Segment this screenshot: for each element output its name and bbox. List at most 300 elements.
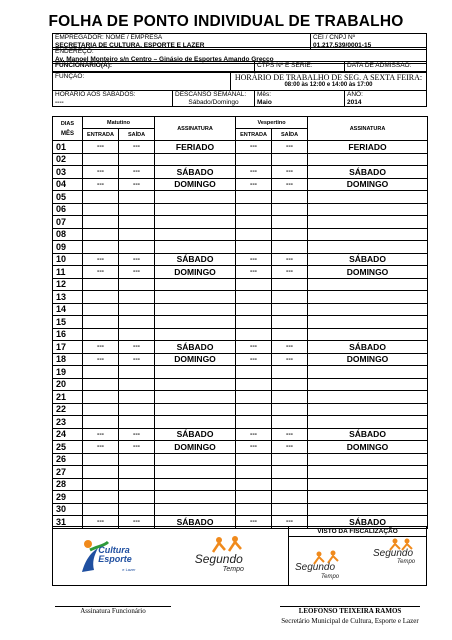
- matutino-saida-cell[interactable]: [119, 241, 155, 254]
- assinatura-vespertino-cell[interactable]: [308, 316, 428, 329]
- vespertino-entrada-cell[interactable]: ---: [236, 178, 272, 191]
- matutino-entrada-cell[interactable]: [83, 241, 119, 254]
- segundo-tempo-figures-icon: [193, 534, 263, 554]
- matutino-saida-cell[interactable]: [119, 453, 155, 466]
- matutino-saida-cell[interactable]: [119, 378, 155, 391]
- table-row: [53, 403, 428, 416]
- matutino-entrada-cell[interactable]: ---: [83, 178, 119, 191]
- assinatura-matutino-cell[interactable]: SÁBADO: [155, 516, 236, 529]
- matutino-entrada-cell[interactable]: [83, 228, 119, 241]
- assinatura-matutino-cell[interactable]: SÁBADO: [155, 166, 236, 179]
- assinatura-vespertino-cell[interactable]: [308, 503, 428, 516]
- tempo-text-1: Tempo: [222, 566, 244, 573]
- mes-label: Mês:: [257, 91, 272, 98]
- matutino-saida-cell[interactable]: [119, 278, 155, 291]
- header-row-funcionario: [52, 61, 427, 72]
- vespertino-saida-cell[interactable]: [272, 328, 308, 341]
- matutino-entrada-cell[interactable]: ---: [83, 266, 119, 279]
- segundo-text-2: Segundo: [295, 562, 336, 573]
- empregador-value: SECRETARIA DE CULTURA, ESPORTE E LAZER: [55, 41, 205, 49]
- assinatura-vespertino-cell[interactable]: [308, 153, 428, 166]
- endereco-label: ENDEREÇO:: [55, 48, 94, 55]
- matutino-saida-cell[interactable]: [119, 416, 155, 429]
- day-cell: 02: [53, 153, 83, 166]
- assinatura-vespertino-cell[interactable]: [308, 378, 428, 391]
- entrada-header-1: ENTRADA: [83, 129, 119, 141]
- vespertino-entrada-cell[interactable]: ---: [236, 166, 272, 179]
- vespertino-saida-cell[interactable]: [272, 291, 308, 304]
- header-row-funcao: [52, 72, 427, 91]
- timesheet-table: [52, 116, 428, 529]
- matutino-entrada-cell[interactable]: [83, 403, 119, 416]
- matutino-saida-cell[interactable]: [119, 191, 155, 204]
- table-row: [53, 216, 428, 229]
- assinatura-vespertino-cell[interactable]: SÁBADO: [308, 516, 428, 529]
- vespertino-saida-cell[interactable]: ---: [272, 166, 308, 179]
- vespertino-saida-cell[interactable]: ---: [272, 266, 308, 279]
- matutino-entrada-cell[interactable]: ---: [83, 141, 119, 154]
- matutino-entrada-cell[interactable]: [83, 503, 119, 516]
- table-row: [53, 503, 428, 516]
- day-cell: 28: [53, 478, 83, 491]
- day-cell: 19: [53, 366, 83, 379]
- assinatura-matutino-cell[interactable]: [155, 316, 236, 329]
- table-row: [53, 453, 428, 466]
- vespertino-entrada-cell[interactable]: ---: [236, 266, 272, 279]
- mes-cell: [255, 91, 345, 107]
- segundo-tempo-logo-3: [373, 537, 429, 571]
- day-cell: 20: [53, 378, 83, 391]
- table-row: [53, 191, 428, 204]
- vespertino-entrada-cell[interactable]: ---: [236, 428, 272, 441]
- day-cell: 01: [53, 141, 83, 154]
- assinatura-vespertino-cell[interactable]: [308, 203, 428, 216]
- table-row: [53, 391, 428, 404]
- assinatura-vespertino-cell[interactable]: [308, 216, 428, 229]
- visto-cell: [289, 527, 427, 586]
- tempo-text-2: Tempo: [321, 574, 340, 580]
- vespertino-saida-cell[interactable]: ---: [272, 141, 308, 154]
- empregador-label: EMPREGADOR: NOME / EMPRESA: [55, 34, 163, 41]
- bottom-section: [52, 526, 427, 586]
- vespertino-saida-cell[interactable]: ---: [272, 516, 308, 529]
- day-cell: 06: [53, 203, 83, 216]
- matutino-entrada-cell[interactable]: [83, 366, 119, 379]
- matutino-saida-cell[interactable]: [119, 491, 155, 504]
- matutino-saida-cell[interactable]: [119, 478, 155, 491]
- assinatura-vespertino-cell[interactable]: [308, 391, 428, 404]
- vespertino-entrada-cell[interactable]: [236, 278, 272, 291]
- matutino-saida-cell[interactable]: [119, 403, 155, 416]
- vespertino-saida-cell[interactable]: [272, 478, 308, 491]
- matutino-entrada-cell[interactable]: [83, 453, 119, 466]
- matutino-saida-cell[interactable]: ---: [119, 341, 155, 354]
- day-cell: 10: [53, 253, 83, 266]
- sabados-value: ----: [55, 98, 64, 106]
- assinatura-matutino-cell[interactable]: SÁBADO: [155, 341, 236, 354]
- day-cell: 12: [53, 278, 83, 291]
- ano-cell: [345, 91, 427, 107]
- assinatura-matutino-cell[interactable]: [155, 241, 236, 254]
- matutino-entrada-cell[interactable]: [83, 278, 119, 291]
- matutino-entrada-cell[interactable]: [83, 416, 119, 429]
- matutino-saida-cell[interactable]: [119, 391, 155, 404]
- assinatura-matutino-cell[interactable]: DOMINGO: [155, 266, 236, 279]
- matutino-entrada-cell[interactable]: [83, 216, 119, 229]
- table-row: [53, 491, 428, 504]
- day-cell: 22: [53, 403, 83, 416]
- vespertino-saida-cell[interactable]: [272, 153, 308, 166]
- assinatura-header-2: ASSINATURA: [308, 117, 428, 141]
- assinatura-matutino-cell[interactable]: [155, 391, 236, 404]
- matutino-saida-cell[interactable]: ---: [119, 141, 155, 154]
- entrada-header-2: ENTRADA: [236, 129, 272, 141]
- vespertino-saida-cell[interactable]: [272, 203, 308, 216]
- assinatura-vespertino-cell[interactable]: FERIADO: [308, 141, 428, 154]
- table-row: [53, 153, 428, 166]
- matutino-entrada-cell[interactable]: [83, 378, 119, 391]
- assinatura-vespertino-cell[interactable]: [308, 403, 428, 416]
- visto-fiscalizacao-label: VISTO DA FISCALIZAÇÃO: [289, 527, 426, 537]
- day-cell: 09: [53, 241, 83, 254]
- assinatura-vespertino-cell[interactable]: [308, 416, 428, 429]
- assinatura-matutino-cell[interactable]: FERIADO: [155, 141, 236, 154]
- assinatura-vespertino-cell[interactable]: [308, 478, 428, 491]
- vespertino-saida-cell[interactable]: [272, 416, 308, 429]
- table-row: [53, 441, 428, 454]
- table-row: [53, 316, 428, 329]
- matutino-saida-cell[interactable]: [119, 316, 155, 329]
- day-cell: 14: [53, 303, 83, 316]
- assinatura-matutino-cell[interactable]: DOMINGO: [155, 178, 236, 191]
- saida-header-1: SAÍDA: [119, 129, 155, 141]
- vespertino-saida-cell[interactable]: ---: [272, 428, 308, 441]
- saida-header-2: SAÍDA: [272, 129, 308, 141]
- day-cell: 15: [53, 316, 83, 329]
- assinatura-matutino-cell[interactable]: SÁBADO: [155, 428, 236, 441]
- vespertino-entrada-cell[interactable]: [236, 216, 272, 229]
- assinatura-vespertino-cell[interactable]: SÁBADO: [308, 341, 428, 354]
- matutino-saida-cell[interactable]: [119, 328, 155, 341]
- vespertino-saida-cell[interactable]: [272, 216, 308, 229]
- secretary-role: Secretário Municipal de Cultura, Esporte e Lazer: [281, 617, 419, 625]
- horario-cell: [231, 73, 427, 91]
- assinatura-matutino-cell[interactable]: [155, 478, 236, 491]
- matutino-saida-cell[interactable]: ---: [119, 166, 155, 179]
- matutino-entrada-cell[interactable]: ---: [83, 516, 119, 529]
- vespertino-saida-cell[interactable]: [272, 466, 308, 479]
- vespertino-entrada-cell[interactable]: ---: [236, 353, 272, 366]
- day-cell: 31: [53, 516, 83, 529]
- matutino-header: Matutino: [83, 117, 155, 129]
- vespertino-saida-cell[interactable]: [272, 191, 308, 204]
- matutino-saida-cell[interactable]: [119, 203, 155, 216]
- matutino-saida-cell[interactable]: ---: [119, 253, 155, 266]
- matutino-saida-cell[interactable]: ---: [119, 266, 155, 279]
- assinatura-vespertino-cell[interactable]: SÁBADO: [308, 166, 428, 179]
- matutino-saida-cell[interactable]: [119, 228, 155, 241]
- vespertino-entrada-cell[interactable]: [236, 478, 272, 491]
- matutino-entrada-cell[interactable]: ---: [83, 166, 119, 179]
- vespertino-entrada-cell[interactable]: [236, 466, 272, 479]
- assinatura-matutino-cell[interactable]: [155, 153, 236, 166]
- assinatura-matutino-cell[interactable]: [155, 503, 236, 516]
- table-row: [53, 328, 428, 341]
- matutino-saida-cell[interactable]: [119, 303, 155, 316]
- assinatura-vespertino-cell[interactable]: [308, 228, 428, 241]
- page-title: FOLHA DE PONTO INDIVIDUAL DE TRABALHO: [48, 13, 404, 30]
- vespertino-saida-cell[interactable]: [272, 228, 308, 241]
- matutino-saida-cell[interactable]: [119, 291, 155, 304]
- vespertino-entrada-cell[interactable]: [236, 403, 272, 416]
- vespertino-entrada-cell[interactable]: [236, 203, 272, 216]
- vespertino-entrada-cell[interactable]: [236, 503, 272, 516]
- vespertino-entrada-cell[interactable]: [236, 328, 272, 341]
- table-row: [53, 303, 428, 316]
- assinatura-matutino-cell[interactable]: [155, 228, 236, 241]
- table-row: [53, 178, 428, 191]
- assinatura-matutino-cell[interactable]: [155, 203, 236, 216]
- assinatura-matutino-cell[interactable]: [155, 191, 236, 204]
- assinatura-vespertino-cell[interactable]: [308, 291, 428, 304]
- matutino-entrada-cell[interactable]: [83, 478, 119, 491]
- table-row: [53, 203, 428, 216]
- assinatura-vespertino-cell[interactable]: [308, 491, 428, 504]
- day-cell: 04: [53, 178, 83, 191]
- header-row-sabados: [52, 90, 427, 107]
- segundo-tempo-logo-2: [295, 549, 357, 585]
- vespertino-header: Vespertino: [236, 117, 308, 129]
- segundo-tempo-logo-1: [193, 534, 263, 578]
- day-cell: 24: [53, 428, 83, 441]
- day-cell: 03: [53, 166, 83, 179]
- assinatura-vespertino-cell[interactable]: [308, 366, 428, 379]
- vespertino-saida-cell[interactable]: ---: [272, 253, 308, 266]
- mes-header-label: MÊS: [60, 130, 74, 137]
- matutino-saida-cell[interactable]: ---: [119, 353, 155, 366]
- horario-value: 08:00 às 12:00 e 14:00 às 17:00: [284, 82, 373, 88]
- matutino-saida-cell[interactable]: ---: [119, 428, 155, 441]
- vespertino-entrada-cell[interactable]: [236, 291, 272, 304]
- table-row: [53, 266, 428, 279]
- matutino-entrada-cell[interactable]: [83, 491, 119, 504]
- assinatura-matutino-cell[interactable]: [155, 303, 236, 316]
- vespertino-saida-cell[interactable]: ---: [272, 441, 308, 454]
- assinatura-vespertino-cell[interactable]: DOMINGO: [308, 178, 428, 191]
- matutino-saida-cell[interactable]: ---: [119, 441, 155, 454]
- assinatura-matutino-cell[interactable]: [155, 278, 236, 291]
- segundo-text-1: Segundo: [194, 552, 243, 566]
- matutino-entrada-cell[interactable]: [83, 191, 119, 204]
- day-cell: 27: [53, 466, 83, 479]
- vespertino-saida-cell[interactable]: [272, 241, 308, 254]
- matutino-entrada-cell[interactable]: ---: [83, 253, 119, 266]
- assinatura-matutino-cell[interactable]: [155, 291, 236, 304]
- vespertino-entrada-cell[interactable]: [236, 241, 272, 254]
- matutino-entrada-cell[interactable]: ---: [83, 441, 119, 454]
- segundo-text-3: Segundo: [373, 548, 414, 559]
- assinatura-vespertino-cell[interactable]: [308, 191, 428, 204]
- table-row: [53, 478, 428, 491]
- vespertino-entrada-cell[interactable]: ---: [236, 141, 272, 154]
- assinatura-matutino-cell[interactable]: [155, 378, 236, 391]
- matutino-entrada-cell[interactable]: [83, 316, 119, 329]
- vespertino-saida-cell[interactable]: [272, 278, 308, 291]
- assinatura-vespertino-cell[interactable]: [308, 303, 428, 316]
- vespertino-entrada-cell[interactable]: [236, 366, 272, 379]
- matutino-entrada-cell[interactable]: [83, 291, 119, 304]
- vespertino-entrada-cell[interactable]: [236, 303, 272, 316]
- vespertino-entrada-cell[interactable]: [236, 228, 272, 241]
- day-cell: 25: [53, 441, 83, 454]
- matutino-entrada-cell[interactable]: [83, 328, 119, 341]
- assinatura-matutino-cell[interactable]: [155, 453, 236, 466]
- funcao-field[interactable]: FUNÇÃO:: [53, 73, 231, 91]
- assinatura-matutino-cell[interactable]: SÁBADO: [155, 253, 236, 266]
- vespertino-entrada-cell[interactable]: [236, 191, 272, 204]
- table-row: [53, 353, 428, 366]
- endereco-value: Av. Manoel Monteiro s/n Centro – Ginásio de Esportes Amando Grecco: [55, 55, 274, 63]
- vespertino-saida-cell[interactable]: [272, 378, 308, 391]
- vespertino-entrada-cell[interactable]: [236, 416, 272, 429]
- vespertino-saida-cell[interactable]: [272, 391, 308, 404]
- day-cell: 26: [53, 453, 83, 466]
- vespertino-entrada-cell[interactable]: [236, 491, 272, 504]
- assinatura-vespertino-cell[interactable]: DOMINGO: [308, 353, 428, 366]
- table-row: [53, 253, 428, 266]
- cnpj-label: CEI / CNPJ Nº: [313, 34, 356, 41]
- vespertino-saida-cell[interactable]: [272, 303, 308, 316]
- matutino-entrada-cell[interactable]: [83, 466, 119, 479]
- day-cell: 17: [53, 341, 83, 354]
- matutino-saida-cell[interactable]: ---: [119, 516, 155, 529]
- descanso-value: Sábado/Domingo: [188, 98, 239, 106]
- cnpj-value: 01.217.539/0001-15: [313, 41, 372, 49]
- cultura-esporte-logo: [78, 534, 150, 578]
- ano-value: 2014: [347, 98, 362, 106]
- vespertino-saida-cell[interactable]: [272, 491, 308, 504]
- vespertino-entrada-cell[interactable]: [236, 391, 272, 404]
- assinatura-vespertino-cell[interactable]: [308, 328, 428, 341]
- table-row: [53, 228, 428, 241]
- day-cell: 18: [53, 353, 83, 366]
- cultura-logo-small: e Lazer: [122, 567, 136, 572]
- vespertino-saida-cell[interactable]: ---: [272, 353, 308, 366]
- matutino-entrada-cell[interactable]: ---: [83, 353, 119, 366]
- ano-label: ANO:: [347, 91, 363, 98]
- assinatura-vespertino-cell[interactable]: [308, 278, 428, 291]
- dias-mes-header: [53, 117, 83, 141]
- assinatura-matutino-cell[interactable]: [155, 216, 236, 229]
- assinatura-vespertino-cell[interactable]: DOMINGO: [308, 441, 428, 454]
- vespertino-entrada-cell[interactable]: ---: [236, 341, 272, 354]
- table-row: [53, 416, 428, 429]
- matutino-entrada-cell[interactable]: [83, 303, 119, 316]
- matutino-saida-cell[interactable]: [119, 503, 155, 516]
- vespertino-entrada-cell[interactable]: [236, 453, 272, 466]
- matutino-saida-cell[interactable]: [119, 153, 155, 166]
- assinatura-matutino-cell[interactable]: [155, 328, 236, 341]
- assinatura-vespertino-cell[interactable]: SÁBADO: [308, 253, 428, 266]
- vespertino-entrada-cell[interactable]: ---: [236, 516, 272, 529]
- descanso-cell: [173, 91, 255, 107]
- assinatura-matutino-cell[interactable]: [155, 466, 236, 479]
- matutino-saida-cell[interactable]: [119, 466, 155, 479]
- day-cell: 23: [53, 416, 83, 429]
- assinatura-matutino-cell[interactable]: DOMINGO: [155, 353, 236, 366]
- vespertino-saida-cell[interactable]: [272, 453, 308, 466]
- table-row: [53, 278, 428, 291]
- assinatura-matutino-cell[interactable]: [155, 416, 236, 429]
- assinatura-matutino-cell[interactable]: [155, 403, 236, 416]
- ctps-field[interactable]: CTPS Nº E SÉRIE:: [255, 62, 345, 72]
- matutino-entrada-cell[interactable]: [83, 203, 119, 216]
- table-row: [53, 341, 428, 354]
- matutino-saida-cell[interactable]: [119, 366, 155, 379]
- vespertino-saida-cell[interactable]: [272, 316, 308, 329]
- table-row: [53, 141, 428, 154]
- dias-label: DIAS: [60, 120, 75, 127]
- assinatura-vespertino-cell[interactable]: SÁBADO: [308, 428, 428, 441]
- mes-value: Maio: [257, 98, 272, 106]
- admissao-field[interactable]: DATA DE ADMISSÃO:: [345, 62, 427, 72]
- vespertino-saida-cell[interactable]: [272, 503, 308, 516]
- sabados-label: HORÁRIO AOS SÁBADOS:: [55, 91, 136, 98]
- day-cell: 13: [53, 291, 83, 304]
- matutino-entrada-cell[interactable]: ---: [83, 341, 119, 354]
- tempo-text-3: Tempo: [397, 559, 416, 565]
- vespertino-saida-cell[interactable]: ---: [272, 341, 308, 354]
- day-cell: 05: [53, 191, 83, 204]
- vespertino-saida-cell[interactable]: [272, 366, 308, 379]
- descanso-label: DESCANSO SEMANAL:: [175, 91, 247, 98]
- matutino-entrada-cell[interactable]: ---: [83, 428, 119, 441]
- vespertino-entrada-cell[interactable]: ---: [236, 253, 272, 266]
- table-row: [53, 291, 428, 304]
- matutino-entrada-cell[interactable]: [83, 391, 119, 404]
- matutino-saida-cell[interactable]: [119, 216, 155, 229]
- vespertino-saida-cell[interactable]: ---: [272, 178, 308, 191]
- table-row: [53, 378, 428, 391]
- table-row: [53, 466, 428, 479]
- matutino-entrada-cell[interactable]: [83, 153, 119, 166]
- funcionario-field[interactable]: FUNCIONÁRIO(A):: [53, 62, 255, 72]
- vespertino-saida-cell[interactable]: [272, 403, 308, 416]
- vespertino-entrada-cell[interactable]: [236, 316, 272, 329]
- day-cell: 16: [53, 328, 83, 341]
- horario-label: HORÁRIO DE TRABALHO DE SEG. A SEXTA FEIRA:: [234, 73, 423, 82]
- table-row: [53, 241, 428, 254]
- logos-cell: [53, 527, 289, 586]
- employee-signature-label: Assinatura Funcionário: [80, 607, 146, 615]
- assinatura-header-1: ASSINATURA: [155, 117, 236, 141]
- secretary-name: LEOFONSO TEIXEIRA RAMOS: [298, 607, 402, 615]
- assinatura-matutino-cell[interactable]: [155, 366, 236, 379]
- table-row: [53, 428, 428, 441]
- assinatura-vespertino-cell[interactable]: [308, 241, 428, 254]
- assinatura-vespertino-cell[interactable]: [308, 466, 428, 479]
- assinatura-matutino-cell[interactable]: DOMINGO: [155, 441, 236, 454]
- assinatura-matutino-cell[interactable]: [155, 491, 236, 504]
- vespertino-entrada-cell[interactable]: [236, 378, 272, 391]
- cultura-logo-text: Cultura Esporte: [98, 545, 132, 564]
- assinatura-vespertino-cell[interactable]: [308, 453, 428, 466]
- day-cell: 11: [53, 266, 83, 279]
- assinatura-vespertino-cell[interactable]: DOMINGO: [308, 266, 428, 279]
- matutino-saida-cell[interactable]: ---: [119, 178, 155, 191]
- vespertino-entrada-cell[interactable]: ---: [236, 441, 272, 454]
- vespertino-entrada-cell[interactable]: [236, 153, 272, 166]
